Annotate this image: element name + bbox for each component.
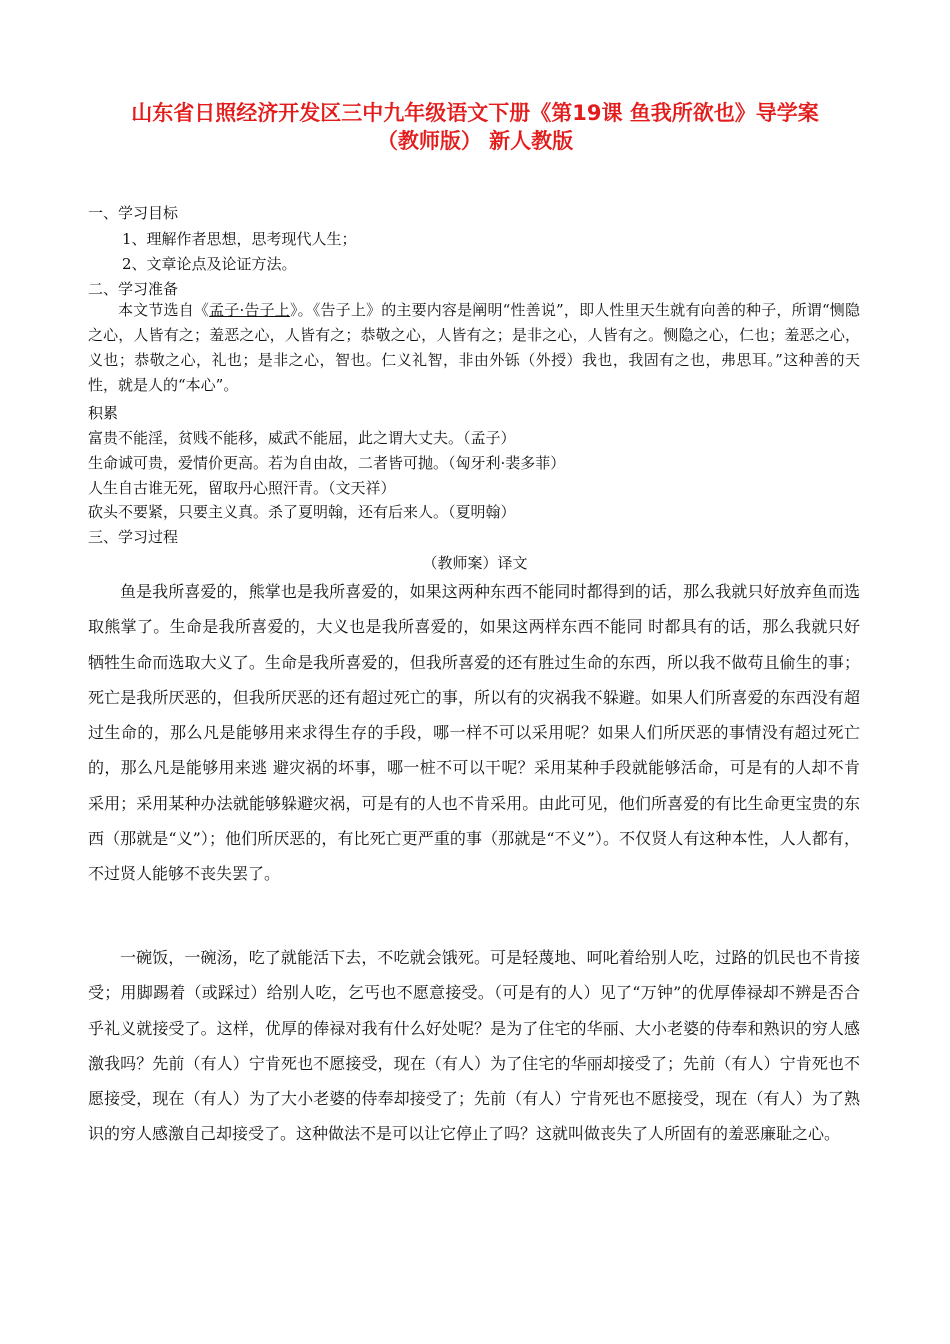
document-title-line2: （教师版） 新人教版	[376, 129, 574, 153]
quote-4: 砍头不要紧，只要主义真。杀了夏明翰，还有后来人。（夏明翰）	[88, 503, 516, 521]
preparation-paragraph: 本文节选自《孟子·告子上》。《告子上》的主要内容是阐明“性善说”，即人性里天生就有向善的种子，所谓“恻隐之心，人皆有之；羞恶之心，人皆有之；恭敬之心，人皆有之；是非之心，人皆有之。恻隐之心，仁也；羞恶之心，义也；恭敬之心，礼也；是非之心，智也。仁义礼智，非由外铄（外授）我也，我固有之也，弗思耳。”这种善的天性，就是人的“本心”。	[88, 301, 860, 394]
accumulation-heading: 积累	[88, 404, 119, 422]
translation-paragraph-2: 一碗饭，一碗汤，吃了就能活下去，不吃就会饿死。可是轻蔑地、呵叱着给别人吃，过路的饥民也不肯接受；用脚踢着（或踩过）给别人吃，乞丐也不愿意接受。（可是有的人）见了“万钟”的优厚俸禄却不辨是否合乎礼义就接受了。这样，优厚的俸禄对我有什么好处呢？是为了住宅的华丽、大小老婆的侍奉和熟识的穷人感激我吗？先前（有人）宁肯死也不愿接受，现在（有人）为了住宅的华丽却接受了；先前（有人）宁肯死也不愿接受，现在（有人）为了大小老婆的侍奉却接受了；先前（有人）宁肯死也不愿接受，现在（有人）为了熟识的穷人感激自己却接受了。这种做法不是可以让它停止了吗？这就叫做丧失了人所固有的羞恶廉耻之心。	[88, 948, 860, 1144]
translation-paragraph-1: 鱼是我所喜爱的，熊掌也是我所喜爱的，如果这两种东西不能同时都得到的话，那么我就只好放弃鱼而选取熊掌了。生命是我所喜爱的，大义也是我所喜爱的，如果这两样东西不能同 时都具有的话，那么我就只好牺牲生命而选取大义了。生命是我所喜爱的，但我所喜爱的还有胜过生命的东西，所以我不做苟且偷生的事；死亡是我所厌恶的，但我所厌恶的还有超过死亡的事，所以有的灾祸我不躲避。如果人们所喜爱的东西没有超过生命的，那么凡是能够用来求得生存的手段，哪一样不可以采用呢？如果人们所厌恶的事情没有超过死亡的，那么凡是能够用来逃 避灾祸的坏事，哪一桩不可以干呢？采用某种手段就能够活命，可是有的人却不肯采用；采用某种办法就能够躲避灾祸，可是有的人也不肯采用。由此可见，他们所喜爱的有比生命更宝贵的东西（那就是“义”）；他们所厌恶的，有比死亡更严重的事（那就是“不义”）。不仅贤人有这种本性，人人都有，不过贤人能够不丧失罢了。	[88, 582, 860, 884]
source-link: 孟子·告子上	[209, 301, 290, 319]
quote-2: 生命诚可贵，爱情价更高。若为自由故，二者皆可抛。（匈牙利·裴多菲）	[88, 454, 566, 472]
goal-item-2: 2、文章论点及论证方法。	[122, 255, 297, 273]
translation-subheading: （教师案）译文	[422, 554, 528, 572]
quote-3: 人生自古谁无死，留取丹心照汗青。（文天祥）	[88, 479, 396, 497]
section-heading-preparation: 二、学习准备	[88, 280, 179, 298]
section-heading-goals: 一、学习目标	[88, 204, 179, 222]
quote-1: 富贵不能淫，贫贱不能移，威武不能屈，此之谓大丈夫。（孟子）	[88, 429, 516, 447]
goal-item-1: 1、理解作者思想，思考现代人生；	[122, 230, 357, 248]
section-heading-process: 三、学习过程	[88, 528, 179, 546]
document-title-line1: 山东省日照经济开发区三中九年级语文下册《第19课 鱼我所欲也》导学案	[131, 101, 819, 125]
